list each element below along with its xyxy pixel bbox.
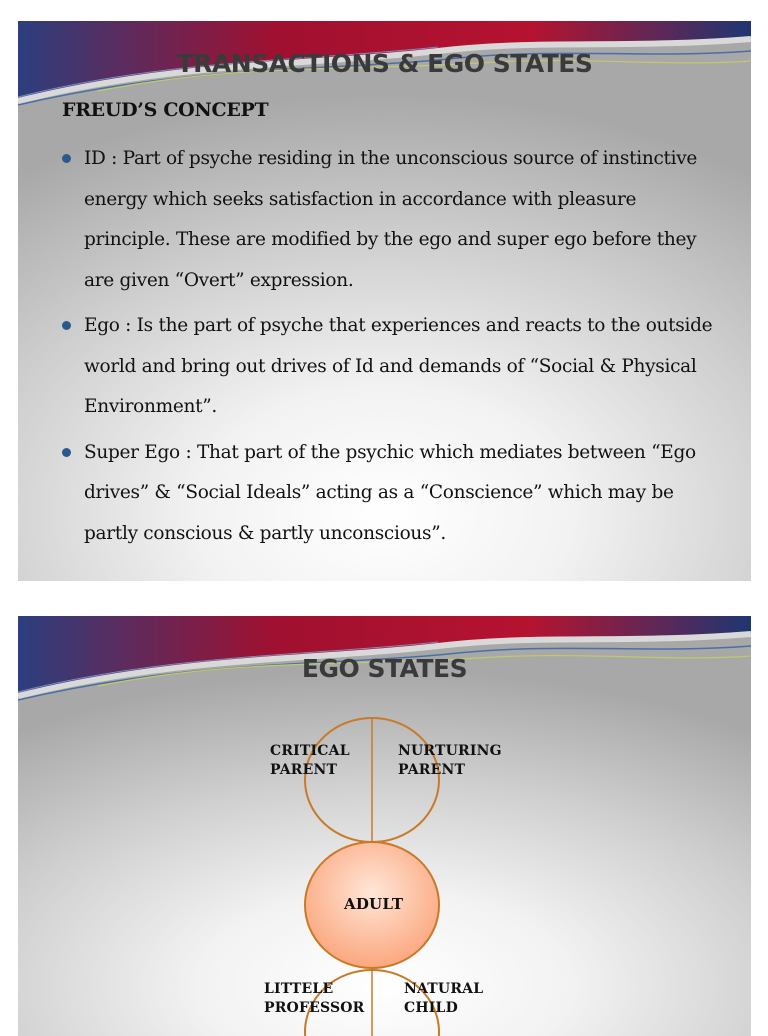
bullet-dot-icon [62,448,71,457]
bullet-item-ego [62,306,722,428]
bullet-text: Super Ego : That part of the psychic which mediates between “Ego drives” & “Social Ideals” acting as a “Conscience” which may be partly conscious & partly unconscious”. [84,441,696,544]
bullet-dot-icon [62,154,71,163]
label-critical-parent: CRITICAL PARENT [270,743,350,778]
ego-states-diagram [18,616,751,1036]
bullet-item-id [62,139,722,301]
slide-title: TRANSACTIONS & EGO STATES [176,49,593,78]
bullet-text: Ego : Is the part of psyche that experiences and reacts to the outside world and bring out drives of Id and demands of “Social & Physical Environment”. [84,315,713,417]
label-little-professor: LITTELE PROFESSOR [264,981,365,1016]
bullet-text: ID : Part of psyche residing in the unconscious source of instinctive energy which seeks satisfaction in accordance with pleasure principle. These are modified by the ego and super ego before they are given “Overt” expression. [84,148,698,291]
label-adult: ADULT [344,895,404,913]
bullet-dot-icon [62,321,71,330]
section-subheading: FREUD’S CONCEPT [62,99,269,121]
slide-transactions-ego-states [18,21,751,581]
label-natural-child: NATURAL CHILD [404,981,484,1016]
slide-ego-states [18,616,751,1036]
slide-title: EGO STATES [301,654,468,683]
bullet-item-super-ego [62,433,722,555]
bullet-list [62,139,722,559]
label-nurturing-parent: NURTURING PARENT [398,743,502,778]
